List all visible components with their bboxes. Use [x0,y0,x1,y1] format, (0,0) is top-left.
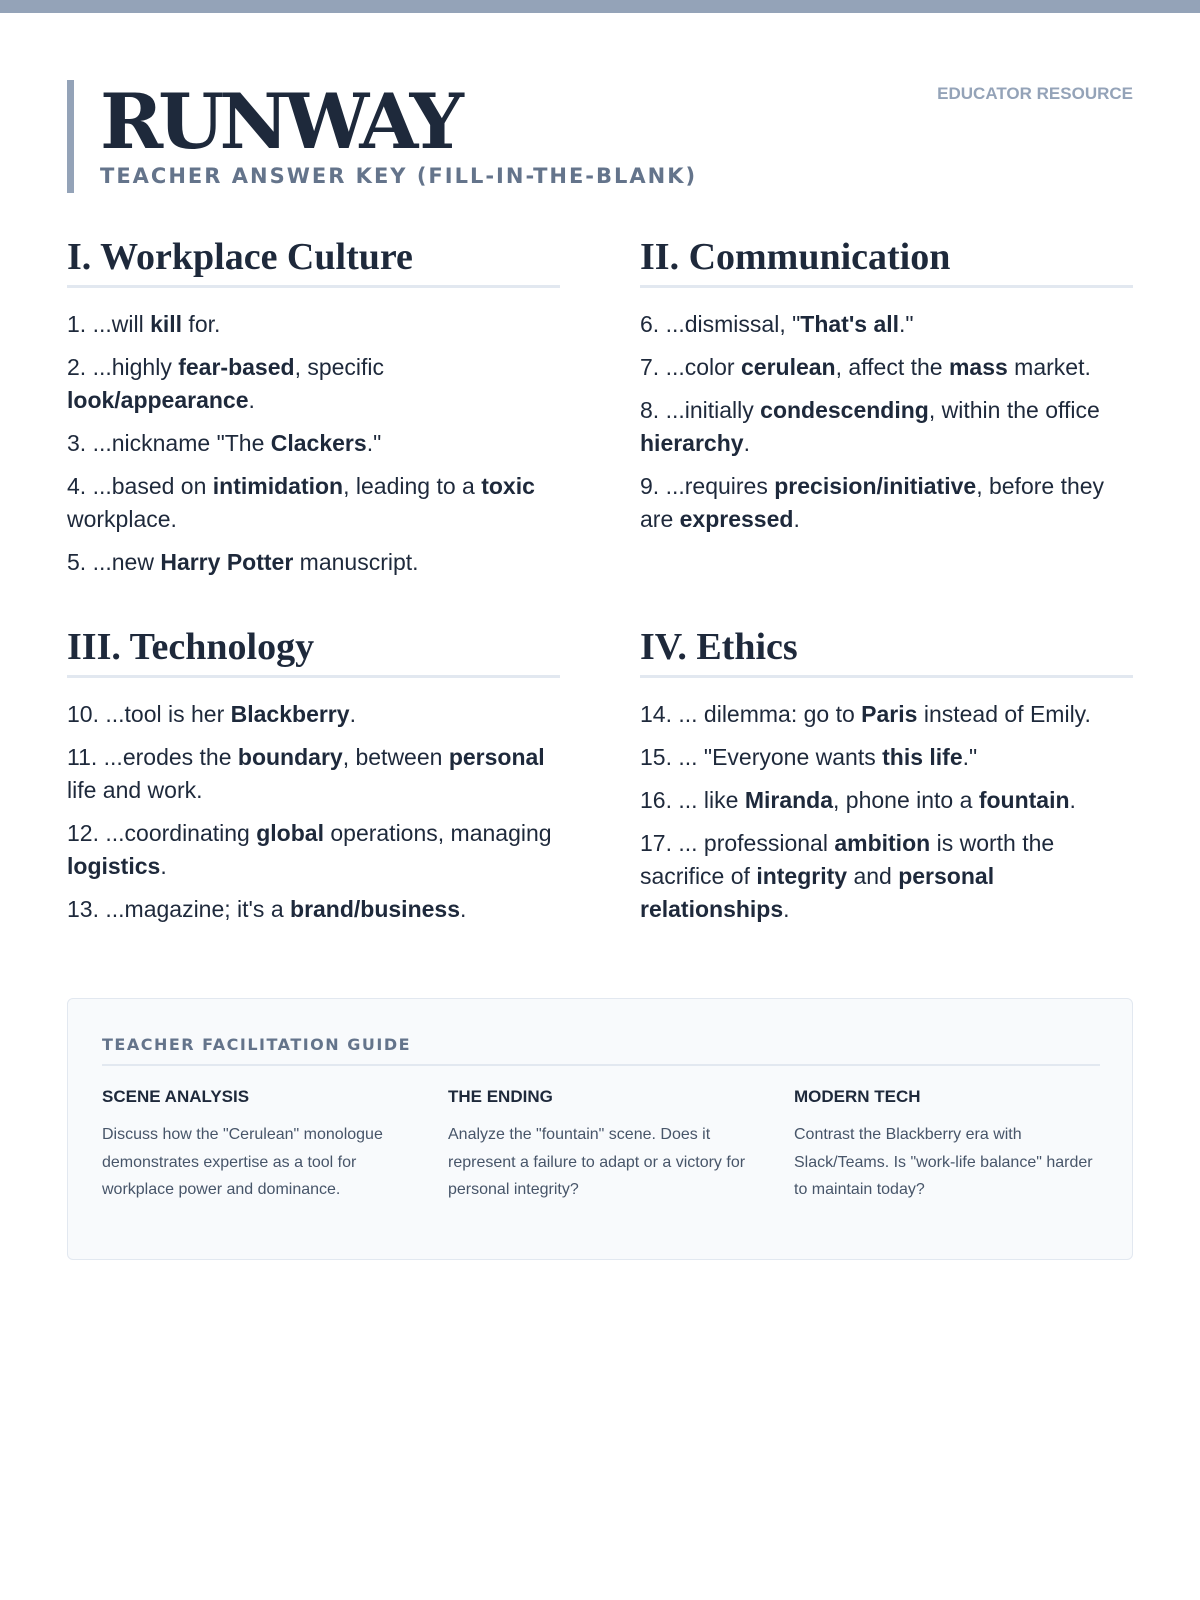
answer-word: toxic [481,473,535,499]
answer-word: Harry Potter [160,549,294,575]
guide-column-body: Contrast the Blackberry era with Slack/Teams. Is "work-life balance" harder to maintain today? [794,1126,1093,1198]
answer-word: this life [882,744,963,770]
prompt-text: , between [342,744,449,770]
answer-list [640,698,1133,926]
answer-item [640,470,1133,536]
guide-column-body: Analyze the "fountain" scene. Does it represent a failure to adapt or a victory for personal integrity? [448,1126,746,1198]
prompt-text: , affect the [835,354,949,380]
guide-divider [102,1064,1100,1066]
section-title: IV. Ethics [640,622,1133,678]
prompt-text: . [460,896,467,922]
answer-item [640,698,1133,731]
page-subtitle: TEACHER ANSWER KEY (FILL-IN-THE-BLANK) [100,164,698,188]
prompt-text: 1. ...will [67,311,151,337]
prompt-text: 9. ...requires [640,473,775,499]
prompt-text: 4. ...based on [67,473,213,499]
prompt-text: market. [1007,354,1091,380]
prompt-text: 3. ...nickname "The [67,430,271,456]
page-header [67,77,1133,193]
answer-word: fear-based [178,354,295,380]
guide-column-heading: MODERN TECH [794,1087,921,1106]
section-communication [640,232,1133,546]
answer-word: integrity [756,863,848,889]
prompt-text: 15. ... "Everyone wants [640,744,883,770]
prompt-text: 16. ... like [640,787,745,813]
prompt-text: . [349,701,356,727]
answer-item [640,351,1133,384]
answer-item [640,394,1133,460]
guide-column-modern-tech [794,1087,1099,1204]
header-accent-rule [67,80,74,193]
answer-item [67,893,560,926]
prompt-text: . [743,430,750,456]
prompt-text: life and work. [67,777,203,803]
answer-word: hierarchy [640,430,744,456]
prompt-text: 13. ...magazine; it's a [67,896,291,922]
answer-word: condescending [760,397,929,423]
answer-word: Blackberry [230,701,350,727]
answer-word: look/appearance [67,387,249,413]
answer-word: Paris [861,701,918,727]
section-title: I. Workplace Culture [67,232,560,288]
prompt-text: and [847,863,899,889]
prompt-text: 12. ...coordinating [67,820,257,846]
prompt-text: , leading to a [343,473,482,499]
prompt-text: 14. ... dilemma: go to [640,701,862,727]
answer-word: Miranda [744,787,834,813]
top-accent-bar [0,0,1200,13]
prompt-text: is worth the sacrifice of [640,830,1055,889]
prompt-text: workplace. [67,506,177,532]
guide-column-heading: THE ENDING [448,1087,553,1106]
answer-word: expressed [679,506,794,532]
prompt-text: , specific [294,354,385,380]
prompt-text: ." [366,430,382,456]
answer-word: brand/business [290,896,460,922]
guide-column-scene-analysis [102,1087,407,1204]
prompt-text: , phone into a [833,787,979,813]
prompt-text: 6. ...dismissal, " [640,311,801,337]
brand-title: RUNWAY [100,77,459,166]
answer-word: logistics [67,853,161,879]
section-ethics [640,622,1133,936]
answer-word: precision/initiative [774,473,977,499]
section-technology [67,622,560,936]
answer-item [67,546,560,579]
answer-item [67,698,560,731]
answer-list [640,308,1133,536]
answer-item [640,741,1133,774]
answer-word: ambition [834,830,931,856]
prompt-text: operations, managing [323,820,552,846]
prompt-text: 5. ...new [67,549,161,575]
guide-title: TEACHER FACILITATION GUIDE [102,1035,412,1054]
answer-word: personal relationships [640,863,995,922]
answer-word: mass [948,354,1008,380]
answer-item [67,470,560,536]
prompt-text: . [248,387,255,413]
answer-item [67,741,560,807]
prompt-text: ." [899,311,914,337]
answer-word: cerulean [740,354,836,380]
facilitation-guide-panel [67,998,1133,1260]
prompt-text: 7. ...color [640,354,741,380]
prompt-text: instead of Emily. [917,701,1091,727]
prompt-text: 17. ... professional [640,830,835,856]
answer-word: boundary [237,744,343,770]
answer-word: personal [448,744,545,770]
answer-word: fountain [978,787,1070,813]
prompt-text: 8. ...initially [640,397,761,423]
prompt-text: ." [962,744,978,770]
answer-word: That's all [800,311,900,337]
answer-list [67,698,560,926]
guide-column-body: Discuss how the "Cerulean" monologue demonstrates expertise as a tool for workplace power and dominance. [102,1126,383,1198]
answer-item [67,308,560,341]
prompt-text: manuscript. [293,549,419,575]
guide-column-the-ending [448,1087,753,1204]
answer-word: Clackers [270,430,367,456]
prompt-text: 10. ...tool is her [67,701,231,727]
answer-item [67,427,560,460]
prompt-text: for. [182,311,221,337]
prompt-text: 2. ...highly [67,354,179,380]
answer-list [67,308,560,579]
answer-item [67,817,560,883]
prompt-text: . [1069,787,1076,813]
answer-item [67,351,560,417]
answer-word: global [256,820,324,846]
prompt-text: . [793,506,800,532]
answer-item [640,827,1133,926]
section-workplace-culture [67,232,560,589]
prompt-text: . [160,853,167,879]
answer-word: kill [150,311,183,337]
prompt-text: , within the office [928,397,1100,423]
answer-word: intimidation [212,473,344,499]
prompt-text: 11. ...erodes the [67,744,238,770]
section-title: III. Technology [67,622,560,678]
guide-column-heading: SCENE ANALYSIS [102,1087,250,1106]
answer-item [640,308,1133,341]
answer-item [640,784,1133,817]
resource-tag: EDUCATOR RESOURCE [937,84,1133,103]
section-title: II. Communication [640,232,1133,288]
prompt-text: , before they are [640,473,1105,532]
prompt-text: . [783,896,790,922]
